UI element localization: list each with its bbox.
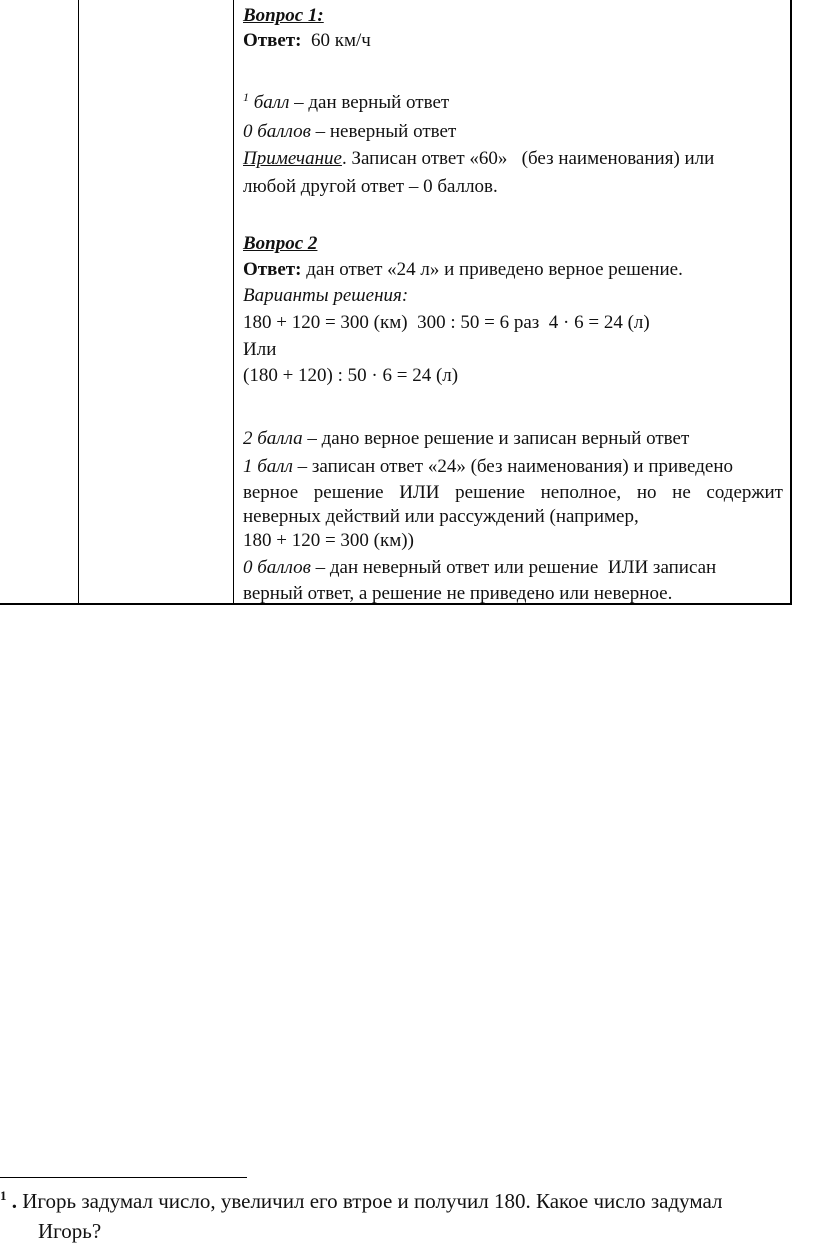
q2-score1-label: 1 балл [243,456,293,477]
column-divider-1 [78,0,79,605]
q1-score1-sup: 1 [243,90,249,104]
q2-score1-text-3: неверных действий или рассуждений (например, [243,506,639,527]
q2-score0-row-2 [243,582,791,606]
q2-solution-2: (180 + 120) : 50 · 6 = 24 (л) [243,365,459,386]
q1-note-row [243,147,791,171]
q2-score2-row [243,427,791,451]
q1-answer-label: Ответ: [243,30,302,51]
q1-title: Вопрос 1: [243,5,324,26]
q2-score0-label: 0 баллов [243,557,311,578]
q1-note-text-2: любой другой ответ – 0 баллов. [243,176,498,197]
q2-score0-row [243,556,791,580]
q2-solution-1-row [243,311,791,335]
column-divider-2 [233,0,234,605]
q2-score0-text-1: – дан неверный ответ или решение ИЛИ записан [310,557,717,578]
footnote-line-2 [0,1216,816,1246]
q2-title: Вопрос 2 [243,233,318,254]
q2-score1-text-2: верное решение ИЛИ решение неполное, но не содержит [243,482,783,503]
q2-solution-2-row [243,364,791,388]
footnote [0,1186,816,1246]
footnote-text-1: Игорь задумал число, увеличил его втрое и получил 180. Какое число задумал [22,1189,723,1213]
q2-score0-text-2: верный ответ, а решение не приведено или неверное. [243,583,673,604]
q1-answer-value: 60 км/ч [301,30,371,51]
q2-or-row [243,338,791,362]
q2-answer-label: Ответ: [243,259,302,280]
q2-score1-row-4 [243,529,791,553]
q2-score2-text: – дано верное решение и записан верный ответ [302,428,690,449]
footnote-line-1 [0,1186,816,1216]
q1-score0-label: 0 баллов [243,121,311,142]
footnote-text-2: Игорь? [38,1219,102,1243]
q1-score0-row [243,120,791,144]
footnote-separator [0,1177,247,1178]
q2-score2-label: 2 балла [243,428,303,449]
q1-score0-text: – неверный ответ [310,121,457,142]
q2-score1-row-2 [243,481,783,505]
q2-score1-row [243,455,791,479]
q1-score1-text: – дан верный ответ [289,92,450,113]
scoring-table [0,0,792,605]
footnote-dot: . [6,1189,23,1213]
q1-note-label: Примечание [243,148,342,169]
q1-title-row [243,4,791,28]
q1-note-row-2 [243,175,791,199]
q1-answer-row [243,29,791,53]
q2-solution-1: 180 + 120 = 300 (км) 300 : 50 = 6 раз 4 · 6 = 24 (л) [243,312,650,333]
q2-variants-label: Варианты решения: [243,285,409,306]
q2-or-label: Или [243,339,277,360]
q2-score1-row-3 [243,505,791,529]
q1-note-text-1: . Записан ответ «60» (без наименования) или [341,148,715,169]
q1-score1-label: балл [249,92,290,113]
q2-title-row [243,232,791,256]
footnote-mark: 1 [0,1188,7,1203]
q2-answer-row [243,258,791,282]
q1-score1-row [243,91,791,115]
q2-answer-value: дан ответ «24 л» и приведено верное решение. [301,259,683,280]
q2-score1-text-1: – записан ответ «24» (без наименования) и приведено [292,456,733,477]
q2-variants-row [243,284,791,308]
q2-score1-text-4: 180 + 120 = 300 (км)) [243,530,414,551]
